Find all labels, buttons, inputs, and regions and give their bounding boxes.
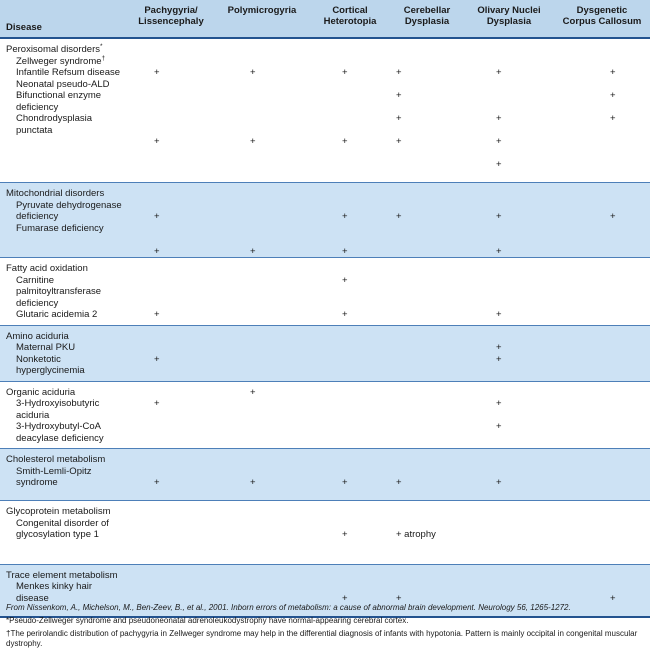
table-row bbox=[0, 501, 650, 565]
finding-cell bbox=[554, 38, 650, 183]
presence-mark: + bbox=[342, 245, 348, 257]
finding-cell bbox=[128, 183, 214, 258]
presence-mark: + bbox=[496, 159, 502, 170]
presence-mark: + atrophy bbox=[396, 529, 436, 540]
presence-mark: + bbox=[496, 309, 502, 320]
disease-group: Peroxisomal disorders* bbox=[6, 42, 103, 55]
finding-cell bbox=[310, 449, 390, 501]
disease-group: Fatty acid oxidation bbox=[6, 263, 88, 274]
presence-mark: + bbox=[342, 274, 348, 286]
finding-cell bbox=[128, 381, 214, 449]
finding-cell bbox=[554, 449, 650, 501]
disease-cell bbox=[0, 381, 128, 449]
presence-mark: + bbox=[610, 113, 616, 124]
presence-mark: + bbox=[496, 211, 502, 222]
disease-group: Organic aciduria bbox=[6, 386, 76, 398]
finding-cell bbox=[310, 501, 390, 565]
presence-mark: + bbox=[396, 90, 402, 101]
presence-mark: + bbox=[610, 592, 616, 604]
finding-cell bbox=[554, 258, 650, 326]
disease-name: Menkes kinky hair disease bbox=[16, 581, 93, 604]
disease-cell bbox=[0, 449, 128, 501]
finding-cell bbox=[390, 38, 464, 183]
presence-mark: + bbox=[396, 211, 402, 222]
presence-mark: + bbox=[610, 90, 616, 101]
presence-mark: + bbox=[496, 342, 502, 353]
presence-mark: + bbox=[154, 67, 160, 78]
column-header: Pachygyria/ Lissencephaly bbox=[138, 5, 204, 27]
finding-cell bbox=[310, 38, 390, 183]
presence-mark: + bbox=[610, 67, 616, 78]
disease-group: Cholesterol metabolism bbox=[6, 454, 106, 465]
presence-mark: + bbox=[342, 529, 348, 540]
presence-mark: + bbox=[496, 136, 502, 147]
presence-mark: + bbox=[496, 353, 502, 365]
presence-mark: + bbox=[396, 136, 402, 147]
disease-name: Smith-Lemli-Opitz syndrome bbox=[16, 465, 92, 488]
disease-name: Congenital disorder of glycosylation type 1 bbox=[16, 517, 109, 540]
presence-mark: + bbox=[250, 477, 256, 488]
presence-mark: + bbox=[396, 592, 402, 604]
finding-cell bbox=[390, 183, 464, 258]
table-row bbox=[0, 258, 650, 326]
disease-name: Glutaric acidemia 2 bbox=[16, 309, 98, 320]
disease-cell bbox=[0, 258, 128, 326]
finding-cell bbox=[214, 449, 310, 501]
finding-cell bbox=[464, 325, 554, 381]
presence-mark: + bbox=[154, 477, 160, 488]
finding-cell bbox=[554, 325, 650, 381]
disease-group: Glycoprotein metabolism bbox=[6, 506, 111, 517]
presence-mark: + bbox=[496, 398, 502, 409]
presence-mark: + bbox=[496, 421, 502, 432]
finding-cell bbox=[128, 449, 214, 501]
finding-cell bbox=[128, 501, 214, 565]
disease-name: Neonatal pseudo-ALD bbox=[16, 78, 110, 90]
presence-mark: + bbox=[496, 113, 502, 124]
presence-mark: + bbox=[342, 477, 348, 488]
finding-cell bbox=[464, 501, 554, 565]
disease-name: Maternal PKU bbox=[16, 342, 76, 353]
column-header: Cerebellar Dysplasia bbox=[403, 5, 451, 27]
column-header: Olivary Nuclei Dysplasia bbox=[477, 5, 541, 27]
column-header: Cortical Heterotopia bbox=[323, 5, 377, 27]
disease-name: Zellweger syndrome† bbox=[16, 54, 106, 67]
finding-cell bbox=[390, 258, 464, 326]
presence-mark: + bbox=[610, 211, 616, 222]
column-header: Polymicrogyria bbox=[227, 5, 297, 16]
finding-cell bbox=[128, 258, 214, 326]
finding-cell bbox=[554, 381, 650, 449]
footnotes bbox=[6, 603, 646, 652]
table-row bbox=[0, 183, 650, 258]
presence-mark: + bbox=[496, 477, 502, 488]
presence-mark: + bbox=[154, 245, 160, 257]
presence-mark: + bbox=[396, 477, 402, 488]
finding-cell bbox=[390, 381, 464, 449]
disease-group: Amino aciduria bbox=[6, 330, 69, 342]
disease-cell bbox=[0, 501, 128, 565]
finding-cell bbox=[310, 258, 390, 326]
column-header: Disease bbox=[6, 22, 42, 33]
finding-cell bbox=[310, 325, 390, 381]
footnote-star: *Pseudo-Zellweger syndrome and pseudoneonatal adrenoleukodystrophy have normal-appearing cerebral cortex. bbox=[6, 616, 409, 625]
footnote-dagger: †The perirolandic distribution of pachygyria in Zellweger syndrome may help in the differential diagnosis of infants with hypotonia. Pattern is mainly occipital in congenital muscular dystrophy. bbox=[6, 629, 638, 648]
table-row bbox=[0, 381, 650, 449]
finding-cell bbox=[390, 325, 464, 381]
finding-cell bbox=[214, 381, 310, 449]
column-header: Dysgenetic Corpus Callosum bbox=[562, 5, 642, 27]
presence-mark: + bbox=[154, 211, 160, 222]
finding-cell bbox=[554, 183, 650, 258]
disease-name: Pyruvate dehydrogenase deficiency bbox=[16, 199, 122, 222]
presence-mark: + bbox=[154, 353, 160, 365]
finding-cell bbox=[464, 381, 554, 449]
presence-mark: + bbox=[250, 67, 256, 78]
presence-mark: + bbox=[250, 245, 256, 257]
disease-name: Nonketotic hyperglycinemia bbox=[16, 353, 85, 376]
table-row bbox=[0, 38, 650, 183]
finding-cell bbox=[390, 449, 464, 501]
finding-cell bbox=[128, 38, 214, 183]
disease-cell bbox=[0, 38, 128, 183]
presence-mark: + bbox=[496, 67, 502, 78]
finding-cell bbox=[214, 183, 310, 258]
presence-mark: + bbox=[342, 67, 348, 78]
disease-group: Mitochondrial disorders bbox=[6, 188, 105, 199]
disease-cell bbox=[0, 183, 128, 258]
disease-name: 3-Hydroxyisobutyric aciduria bbox=[16, 398, 100, 421]
disease-name: Carnitine palmitoyltransferase deficiency bbox=[16, 274, 102, 309]
presence-mark: + bbox=[154, 398, 160, 409]
presence-mark: + bbox=[342, 136, 348, 147]
disease-name: 3-Hydroxybutyl-CoA deacylase deficiency bbox=[16, 421, 104, 444]
presence-mark: + bbox=[154, 136, 160, 147]
finding-cell bbox=[214, 501, 310, 565]
finding-cell bbox=[214, 325, 310, 381]
presence-mark: + bbox=[342, 309, 348, 320]
presence-mark: + bbox=[342, 592, 348, 604]
disease-name: Bifunctional enzyme deficiency bbox=[16, 90, 102, 113]
presence-mark: + bbox=[154, 309, 160, 320]
finding-cell bbox=[464, 449, 554, 501]
finding-cell bbox=[464, 38, 554, 183]
finding-cell bbox=[464, 183, 554, 258]
presence-mark: + bbox=[250, 136, 256, 147]
source-note: From Nissenkom, A., Michelson, M., Ben-Zeev, B., et al., 2001. Inborn errors of metabolism: a cause of abnormal brain development. Neurology 56, 1265-1272. bbox=[6, 603, 571, 612]
presence-mark: + bbox=[250, 386, 256, 398]
finding-cell bbox=[554, 501, 650, 565]
table-row bbox=[0, 325, 650, 381]
presence-mark: + bbox=[396, 113, 402, 124]
disease-name: Infantile Refsum disease bbox=[16, 67, 121, 78]
finding-cell bbox=[464, 258, 554, 326]
disease-name: Chondrodysplasia punctata bbox=[16, 113, 93, 136]
table-row bbox=[0, 449, 650, 501]
presence-mark: + bbox=[342, 211, 348, 222]
finding-cell bbox=[390, 501, 464, 565]
presence-mark: + bbox=[496, 245, 502, 257]
finding-cell bbox=[214, 38, 310, 183]
header-row bbox=[0, 0, 650, 38]
disease-group: Trace element metabolism bbox=[6, 569, 118, 581]
finding-cell bbox=[214, 258, 310, 326]
presence-mark: + bbox=[396, 67, 402, 78]
disease-name: Fumarase deficiency bbox=[16, 222, 104, 234]
finding-cell bbox=[310, 183, 390, 258]
disease-cell bbox=[0, 325, 128, 381]
finding-cell bbox=[128, 325, 214, 381]
finding-cell bbox=[310, 381, 390, 449]
